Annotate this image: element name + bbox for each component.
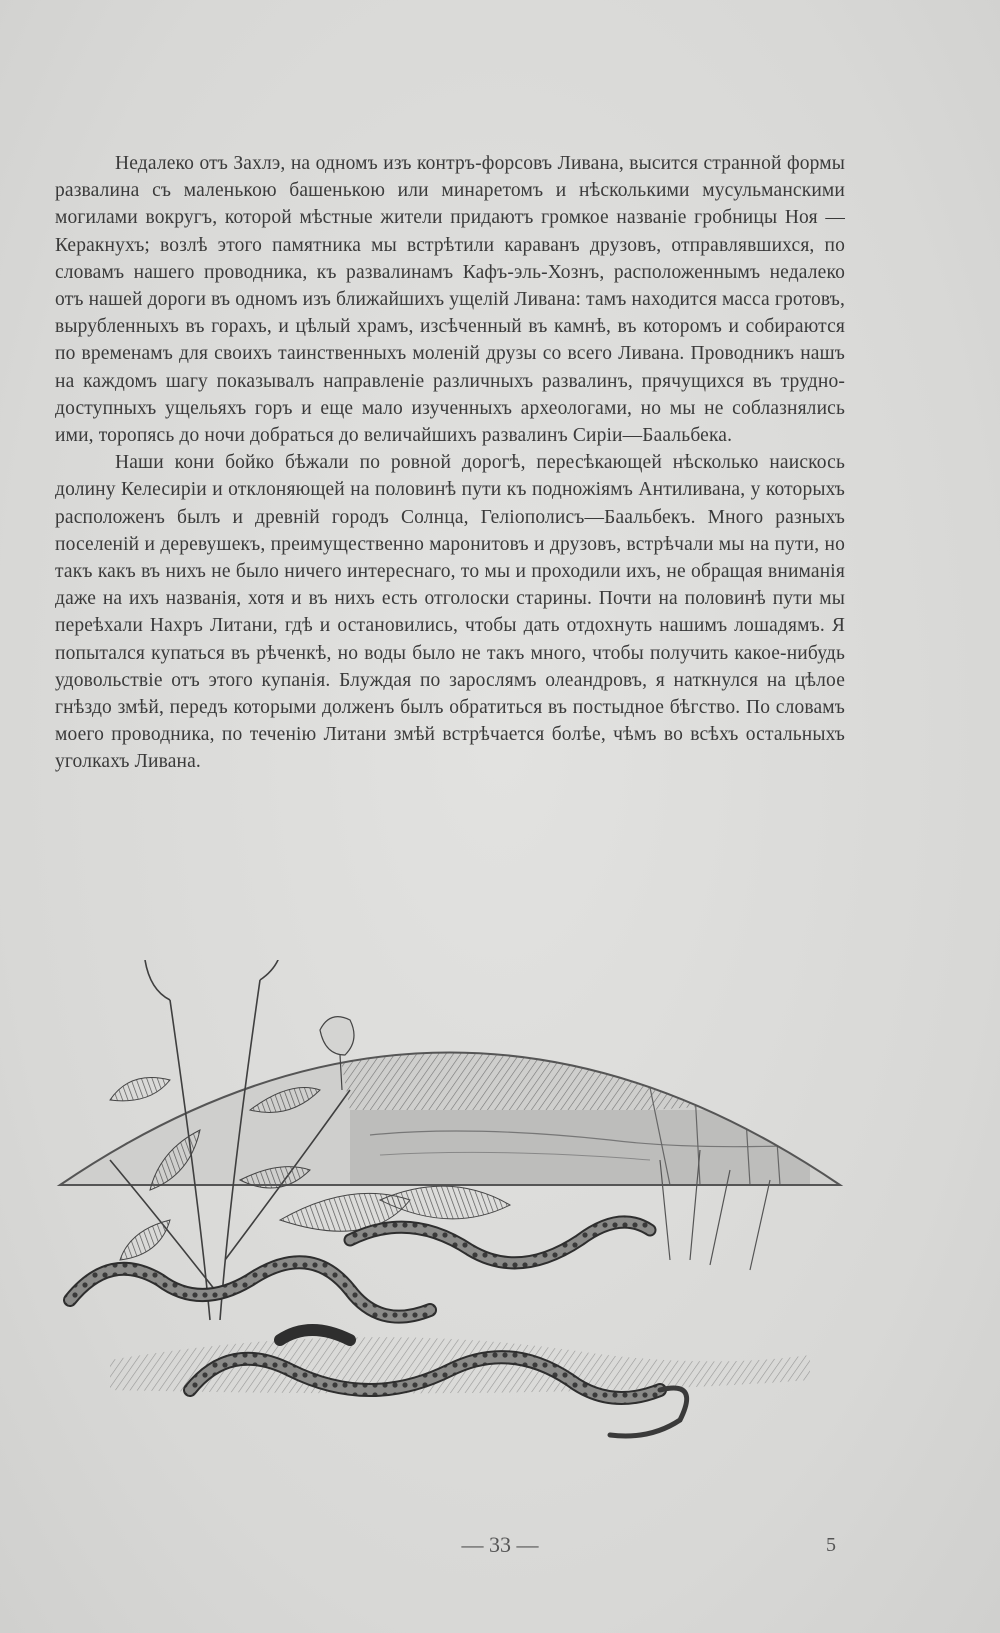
snakes-illustration — [50, 960, 850, 1440]
snakes — [70, 1222, 687, 1436]
body-text — [55, 150, 845, 776]
page-number: — 33 — — [461, 1532, 539, 1557]
paragraph-1: Недалеко отъ Захлэ, на одномъ изъ контръ-форсовъ Ливана, высится странной формы развалина съ маленькою башенькою или минаретомъ и нѣсколькими мусульманскими могилами вокругъ, которой мѣстные жители придаютъ громкое названіе гробницы Ноя — Керакнухъ; возлѣ этого памятника мы встрѣтили караванъ друзовъ, отправлявшихся, по словамъ нашего проводника, къ развалинамъ Кафъ-эль-Хознъ, расположеннымъ недалеко отъ нашей дороги въ одномъ изъ ближайшихъ ущелій Ливана: тамъ находится масса гротовъ, вырубленныхъ въ горахъ, и цѣлый храмъ, изсѣченный въ камнѣ, въ которомъ и собираются по временамъ для своихъ таинственныхъ моленій друзы со всего Ливана. Проводникъ нашъ на каждомъ шагу показывалъ направленіе различныхъ развалинъ, прячущихся въ трудно-доступныхъ ущельяхъ горъ и еще мало изученныхъ археологами, но мы не соблазнялись ими, торопясь до ночи добраться до величайшихъ развалинъ Сиріи—Баальбека. — [55, 153, 845, 447]
paragraph-2: Наши кони бойко бѣжали по ровной дорогѣ, пересѣкающей нѣсколько наискось долину Келесиріи и отклоняющей на половинѣ пути къ подножіямъ Антиливана, у которыхъ расположенъ былъ и древній городъ Солнца, Геліополисъ—Баальбекъ. Много разныхъ поселеній и деревушекъ, преимущественно маронитовъ и друзовъ, встрѣчали мы на пути, но такъ какъ въ нихъ не было ничего интереснаго, то мы и проходили ихъ, не обращая вниманія даже на ихъ названія, хотя и въ нихъ есть отголоски старины. Почти на половинѣ пути мы переѣхали Нахръ Литани, гдѣ и остановились, чтобы дать отдохнуть нашимъ лошадямъ. Я попытался купаться въ рѣченкѣ, но воды было не такъ много, чтобы получить какое-нибудь удовольствіе отъ этого купанія. Блуждая по зарослямъ олеандровъ, я наткнулся на цѣлое гнѣздо змѣй, передъ которыми долженъ былъ обратиться въ постыдное бѣгство. По словамъ моего проводника, по теченію Литани змѣй встрѣчается болѣе, чѣмъ во всѣхъ остальныхъ уголкахъ Ливана. — [55, 452, 845, 773]
signature-mark: 5 — [826, 1534, 836, 1556]
